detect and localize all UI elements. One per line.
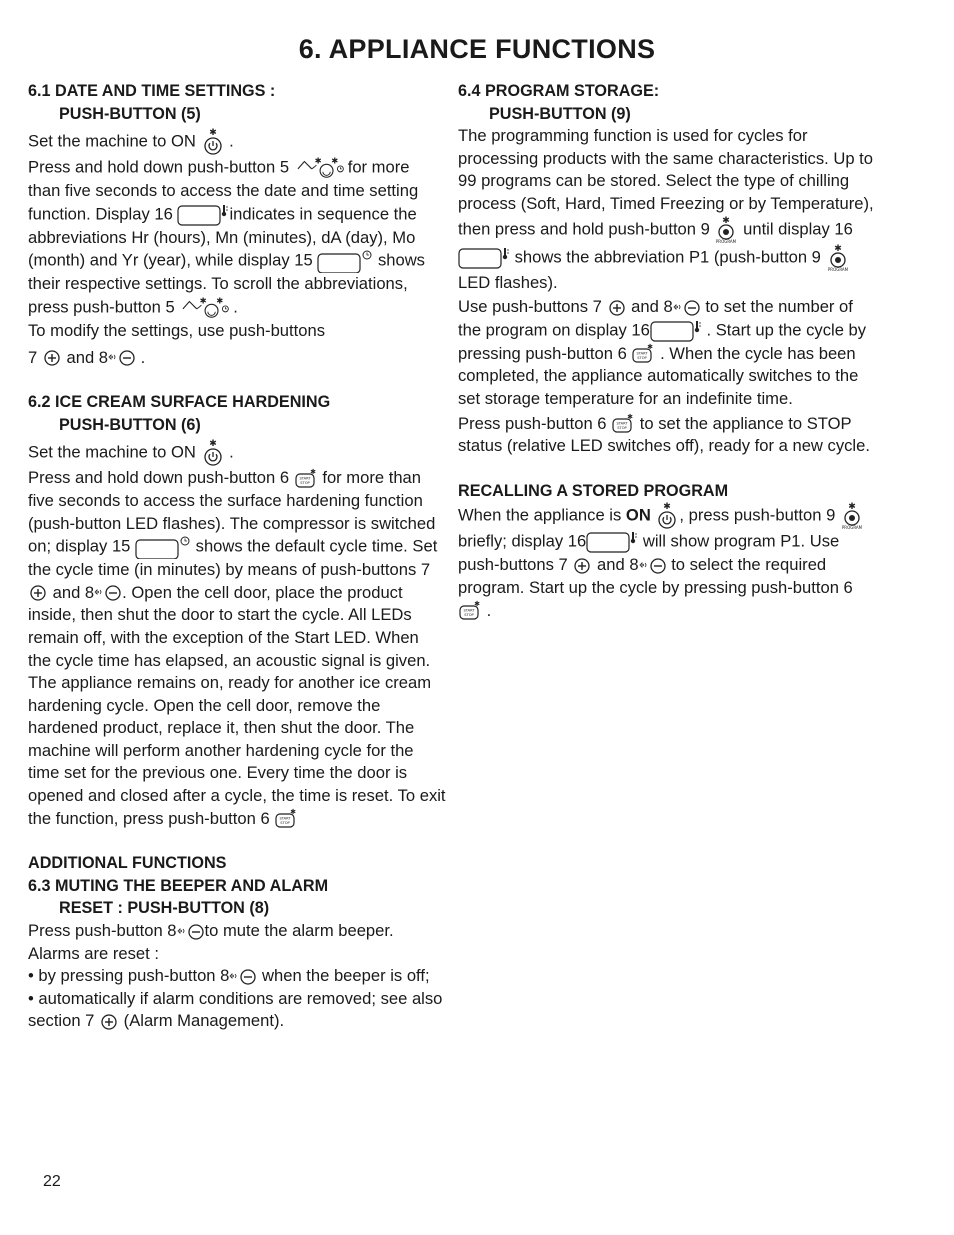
start-stop-button-icon bbox=[274, 808, 298, 830]
text: Press and hold down push-button 6 bbox=[28, 468, 290, 488]
text: briefly; display 16 bbox=[458, 531, 587, 551]
text: to set the number of the program on display 16 bbox=[458, 297, 853, 340]
minus-mute-button-icon bbox=[229, 967, 257, 987]
paragraph bbox=[458, 296, 878, 410]
text: and 8 bbox=[66, 347, 109, 367]
power-button-icon bbox=[655, 502, 679, 530]
minus-mute-button-icon bbox=[108, 348, 136, 368]
text: until display 16 bbox=[743, 218, 853, 238]
section-6-1 bbox=[28, 80, 446, 369]
text: when the beeper is off; bbox=[262, 966, 430, 986]
section-subheading: PUSH-BUTTON (5) bbox=[59, 104, 201, 123]
text: will show program P1. Use push-buttons 7 bbox=[458, 531, 840, 575]
section-heading: 6.1 DATE AND TIME SETTINGS : bbox=[28, 82, 276, 100]
plus-button-icon bbox=[42, 348, 62, 368]
paragraph: Alarms are reset : bbox=[28, 943, 159, 963]
text: Press and hold down push-button 5 bbox=[28, 157, 290, 177]
section-subheading: PUSH-BUTTON (6) bbox=[59, 415, 201, 434]
minus-mute-button-icon bbox=[673, 298, 701, 318]
text: Press push-button 8 bbox=[28, 921, 177, 941]
text: to mute the alarm beeper. bbox=[204, 921, 394, 941]
text: Set the machine to ON bbox=[28, 131, 196, 151]
power-button-icon bbox=[201, 128, 225, 156]
minus-mute-button-icon bbox=[94, 583, 122, 603]
display-window-icon bbox=[586, 530, 638, 554]
text: • automatically if alarm conditions are removed; see also section 7 bbox=[28, 988, 443, 1031]
program-button-icon bbox=[826, 244, 850, 272]
text: , press push-button 9 bbox=[679, 505, 836, 525]
display-window-icon bbox=[650, 319, 702, 343]
display-window-icon bbox=[458, 246, 510, 270]
text: . bbox=[229, 131, 234, 151]
text: shows the default cycle time. Set the cycle time (in minutes) by means of push-buttons 7 bbox=[28, 536, 438, 580]
text: The programming function is used for cycles for processing products with the same characteristics. Up to 99 programs can be stored. Select the type of chilling process (Soft, Hard, Timed Freezing or by Temperature), then press and hold push-button 9 bbox=[458, 126, 874, 238]
text: and 8 bbox=[52, 582, 95, 602]
plus-button-icon bbox=[28, 583, 48, 603]
display-window-icon bbox=[177, 203, 229, 227]
section-heading: 6.2 ICE CREAM SURFACE HARDENING bbox=[28, 393, 331, 412]
left-column bbox=[28, 80, 446, 1033]
text: 7 bbox=[28, 347, 38, 367]
power-button-icon bbox=[201, 439, 225, 467]
text: . bbox=[140, 347, 146, 367]
text: for more than five seconds to access the date and time setting function. Display 16 bbox=[28, 157, 419, 224]
text: to set the appliance to STOP status (relative LED switches off), ready for a new cycle. bbox=[458, 413, 870, 456]
section-recall-program bbox=[458, 480, 878, 622]
start-stop-button-icon bbox=[294, 468, 318, 490]
text: shows their respective settings. To scroll the abbreviations, press push-button 5 bbox=[28, 250, 425, 317]
paragraph bbox=[458, 413, 878, 458]
page-title: 6. APPLIANCE FUNCTIONS bbox=[298, 34, 656, 64]
page-number: 22 bbox=[43, 1173, 61, 1190]
section-6-2 bbox=[28, 391, 446, 830]
on-label: ON bbox=[625, 505, 651, 525]
text: . Open the cell door, place the product inside, then shut the door to start the cycle. All LEDs remain off, with the exception of the Start LED. When the cycle time has elapsed, an acoustic signal is given. The appliance remains on, ready for another ice cream hardening cycle. Open the cell door, remove the hardened product, replace it, then shut the door. The machine will perform another hardening cycle for the time set for the previous one. Every time the door is opened and closed after a cycle, the time is reset. To exit the function, press push-button 6 bbox=[28, 582, 446, 828]
text: Press push-button 6 bbox=[458, 413, 607, 433]
section-6-4 bbox=[458, 80, 878, 458]
text: Use push-buttons 7 bbox=[458, 297, 602, 317]
section-heading: 6.4 PROGRAM STORAGE: bbox=[458, 82, 660, 100]
text: LED flashes). bbox=[458, 272, 558, 292]
text: When the appliance is bbox=[458, 505, 622, 525]
text: for more than five seconds to access the surface hardening function (push-button LED flashes). The compressor is switched on; display 15 bbox=[28, 468, 436, 556]
paragraph bbox=[458, 502, 878, 622]
section-heading: ADDITIONAL FUNCTIONS bbox=[28, 854, 227, 873]
display-window-icon bbox=[135, 535, 191, 559]
section-6-3 bbox=[28, 852, 446, 1033]
paragraph bbox=[28, 439, 446, 467]
minus-mute-button-icon bbox=[177, 922, 205, 942]
start-stop-button-icon bbox=[631, 343, 655, 365]
text: . bbox=[233, 297, 238, 317]
display-window-icon bbox=[317, 249, 373, 273]
text: indicates in sequence the abbreviations Hr (hours), Mn (minutes), dA (day), Mo (month) and Yr (year), while display 15 bbox=[28, 204, 417, 270]
text: . When the cycle has been completed, the appliance automatically switches to the set storage temperature for an indefinite time. bbox=[458, 343, 859, 408]
plus-button-icon bbox=[607, 298, 627, 318]
paragraph bbox=[28, 156, 446, 320]
text: and 8 bbox=[597, 555, 639, 575]
program-button-icon bbox=[714, 216, 738, 244]
paragraph bbox=[28, 128, 446, 156]
paragraph bbox=[28, 467, 446, 830]
date-time-button-icon bbox=[179, 296, 233, 320]
text: Set the machine to ON bbox=[28, 442, 196, 462]
text: shows the abbreviation P1 (push-button 9 bbox=[514, 246, 821, 266]
paragraph bbox=[28, 965, 446, 988]
plus-button-icon bbox=[99, 1012, 119, 1032]
paragraph: To modify the settings, use push-buttons bbox=[28, 320, 326, 340]
text: . bbox=[486, 600, 492, 620]
text: (Alarm Management). bbox=[123, 1011, 285, 1031]
right-column bbox=[458, 80, 878, 622]
plus-button-icon bbox=[572, 556, 592, 576]
paragraph bbox=[28, 920, 446, 943]
program-button-icon bbox=[840, 502, 864, 530]
section-heading: RECALLING A STORED PROGRAM bbox=[458, 481, 729, 500]
text: . bbox=[229, 442, 234, 462]
text: to select the required program. Start up the cycle by pressing push-button 6 bbox=[458, 555, 853, 597]
text: and 8 bbox=[631, 297, 673, 317]
section-subheading: PUSH-BUTTON (9) bbox=[489, 104, 631, 123]
paragraph bbox=[28, 347, 446, 370]
text: . Start up the cycle by pressing push-button 6 bbox=[458, 320, 867, 363]
section-heading: 6.3 MUTING THE BEEPER AND ALARM bbox=[28, 876, 329, 895]
start-stop-button-icon bbox=[611, 413, 635, 435]
section-subheading: RESET : PUSH-BUTTON (8) bbox=[59, 899, 270, 918]
start-stop-button-icon bbox=[458, 600, 482, 622]
paragraph bbox=[458, 125, 878, 294]
date-time-button-icon bbox=[294, 156, 348, 180]
text: • by pressing push-button 8 bbox=[28, 966, 230, 986]
minus-mute-button-icon bbox=[639, 556, 667, 576]
paragraph bbox=[28, 988, 446, 1033]
